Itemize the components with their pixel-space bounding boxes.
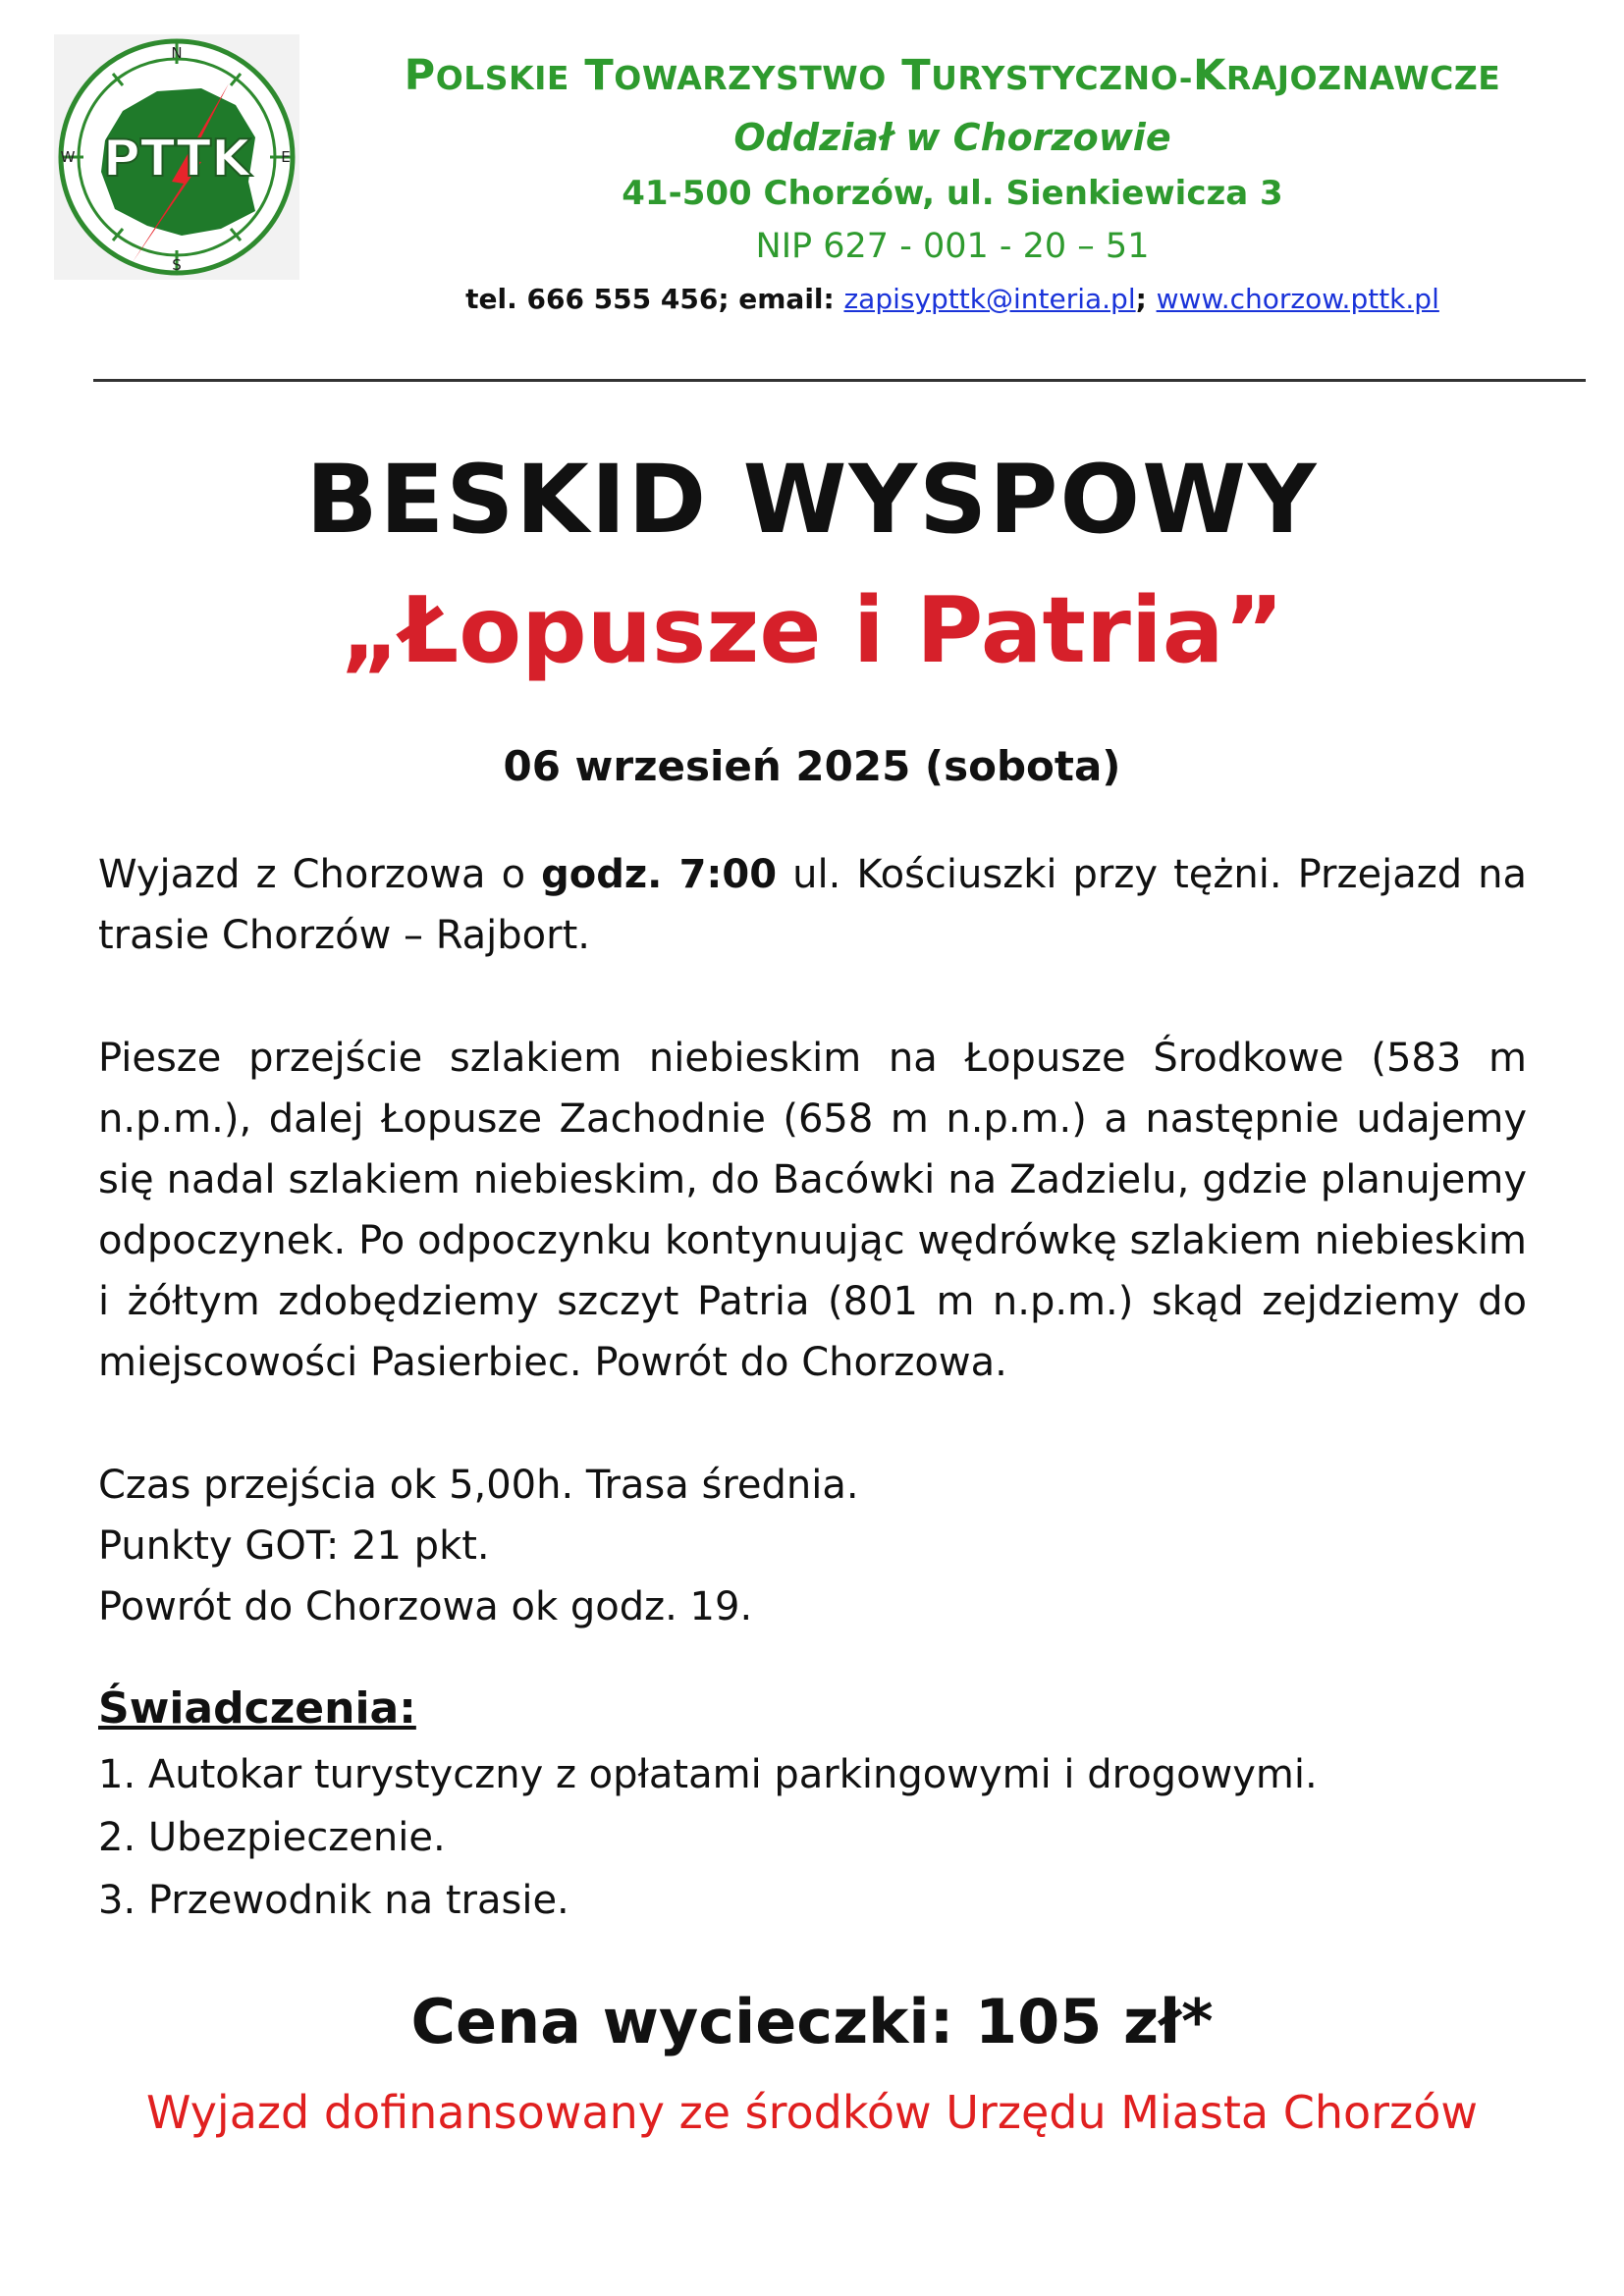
pttk-logo-text: PTTK — [102, 130, 251, 188]
departure-paragraph: Wyjazd z Chorzowa o godz. 7:00 ul. Kościuszki przy tężni. Przejazd na trasie Chorzów – Rajbort. — [98, 852, 1528, 958]
branch-address: 41-500 Chorzów, ul. Sienkiewicza 3 — [622, 174, 1283, 213]
phone-and-email-label: tel. 666 555 456; email: — [465, 283, 844, 315]
trip-price: Cena wycieczki: 105 zł* — [410, 1986, 1214, 2057]
email-link[interactable]: zapisypttk@interia.pl — [843, 283, 1136, 315]
list-item: 1. Autokar turystyczny z opłatami parkingowymi i drogowymi. — [98, 1752, 1318, 1797]
route-description: Piesze przejście szlakiem niebieskim na Łopusze Środkowe (583 m n.p.m.), dalej Łopusze Zachodnie (658 m n.p.m.) a następnie udajemy się nadal szlakiem niebieskim, do Bacówki na Zadzielu, gdzie planujemy odpoczynek. Po odpoczynku kontynuując wędrówkę szlakiem niebieskim i żółtym zdobędziemy szczyt Patria (801 m n.p.m.) skąd zejdziemy do miejscowości Pasierbiec. Powrót do Chorzowa. — [98, 1036, 1527, 1385]
org-word: TOWARZYSTWO — [584, 51, 887, 100]
trip-details — [98, 1455, 1527, 1637]
organization-name — [314, 51, 1591, 100]
trip-subtitle: „Łopusze i Patria” — [340, 577, 1284, 683]
walking-time: Czas przejścia ok 5,00h. Trasa średnia. — [98, 1463, 859, 1508]
return-time: Powrót do Chorzowa ok godz. 19. — [98, 1584, 753, 1629]
contact-separator: ; — [1135, 283, 1157, 315]
list-item: 2. Ubezpieczenie. — [98, 1815, 446, 1860]
tax-id: NIP 627 - 001 - 20 – 51 — [755, 227, 1150, 266]
services-heading: Świadczenia: — [98, 1683, 416, 1734]
compass-w-label: W — [60, 148, 76, 166]
header-divider — [93, 379, 1586, 382]
departure-time: godz. 7:00 — [541, 852, 778, 897]
compass-s-label: S — [172, 256, 182, 274]
services-list — [98, 1743, 1318, 1932]
branch-name: Oddział w Chorzowie — [733, 116, 1171, 159]
website-link[interactable]: www.chorzow.pttk.pl — [1156, 283, 1439, 315]
pttk-logo — [54, 34, 299, 280]
got-points: Punkty GOT: 21 pkt. — [98, 1523, 490, 1569]
contact-line — [314, 283, 1591, 315]
compass-e-label: E — [281, 148, 291, 166]
org-word: POLSKIE — [404, 51, 569, 100]
list-item: 3. Przewodnik na trasie. — [98, 1878, 569, 1923]
trip-date: 06 wrzesień 2025 (sobota) — [503, 742, 1121, 790]
org-word: TURYSTYCZNO-KRAJOZNAWCZE — [901, 51, 1501, 100]
compass-n-label: N — [171, 44, 183, 62]
funding-note: Wyjazd dofinansowany ze środków Urzędu Miasta Chorzów — [146, 2086, 1478, 2139]
trip-region-title: BESKID WYSPOWY — [305, 445, 1319, 555]
